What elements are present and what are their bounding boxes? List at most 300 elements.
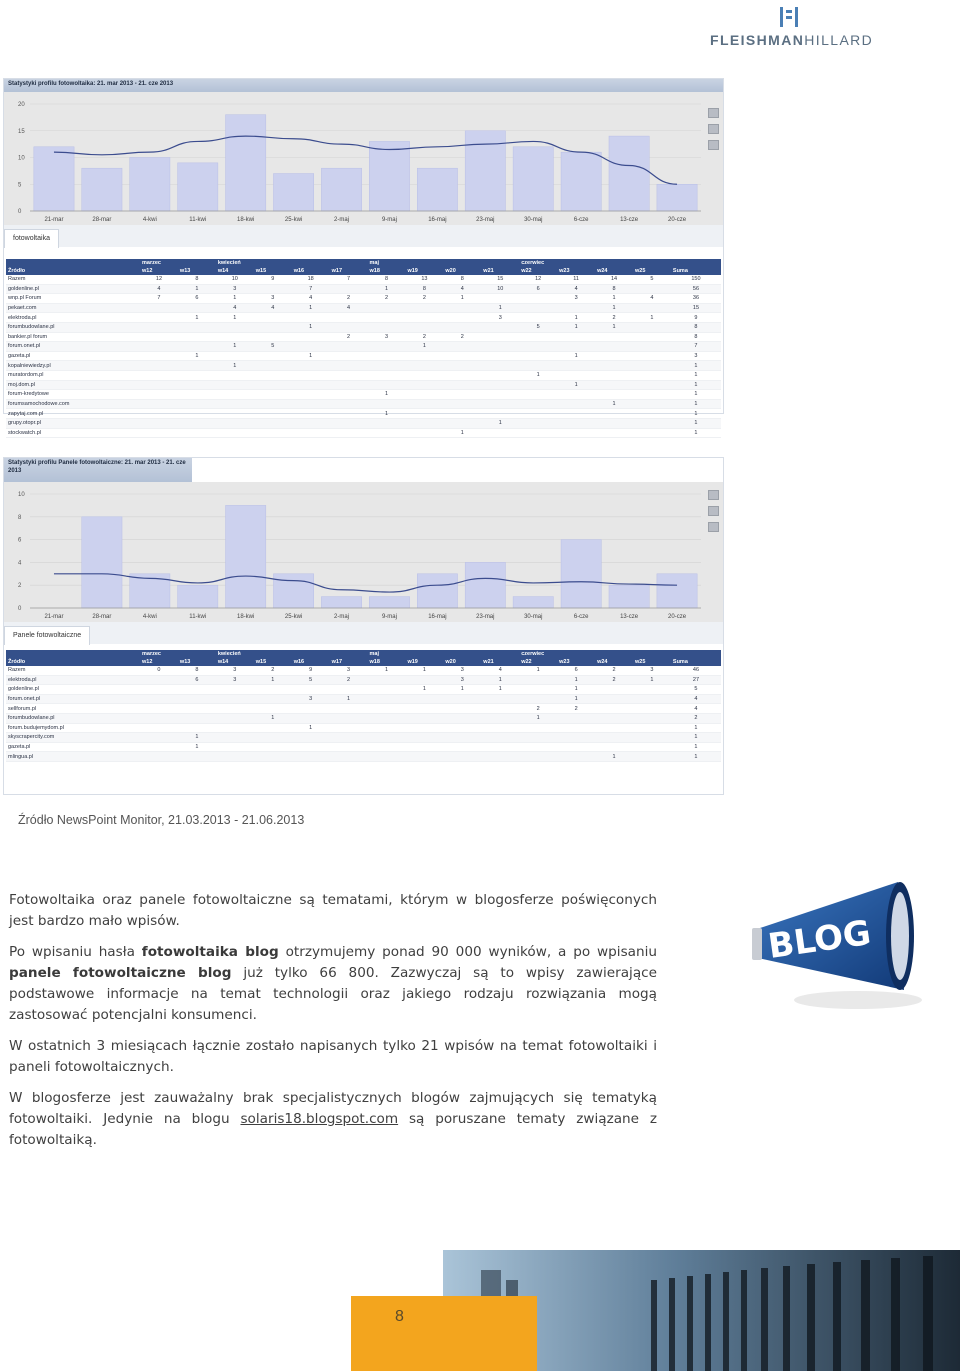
column-header[interactable]: Źródło: [6, 658, 140, 666]
column-header[interactable]: w15: [254, 267, 292, 275]
count-cell: [330, 723, 368, 733]
count-cell: [178, 418, 216, 428]
column-header[interactable]: w16: [292, 658, 330, 666]
weekly-chart: [4, 92, 709, 225]
count-cell: [292, 313, 330, 323]
count-cell: 4: [671, 704, 721, 714]
count-cell: 7: [140, 294, 178, 304]
chart-export-icon[interactable]: [708, 522, 719, 532]
count-cell: 0: [140, 666, 178, 675]
count-cell: [254, 704, 292, 714]
y-tick-label: 0: [18, 209, 22, 215]
count-cell: 1: [405, 342, 443, 352]
count-cell: [254, 742, 292, 752]
count-cell: [330, 418, 368, 428]
column-header[interactable]: w23: [557, 658, 595, 666]
bar-30-maj: [513, 597, 553, 608]
count-cell: 2: [595, 675, 633, 685]
count-cell: 2: [671, 713, 721, 723]
y-tick-label: 8: [18, 514, 22, 521]
count-cell: [595, 370, 633, 380]
count-cell: 3: [671, 351, 721, 361]
column-header[interactable]: w12: [140, 658, 178, 666]
count-cell: [481, 370, 519, 380]
y-tick-label: 20: [18, 102, 25, 108]
column-header[interactable]: w16: [292, 267, 330, 275]
column-header[interactable]: w22: [519, 267, 557, 275]
source-cell: forumbudowlane.pl: [6, 713, 140, 723]
count-cell: [368, 685, 406, 695]
chart-type-icon[interactable]: [708, 490, 719, 500]
source-cell: grupy.otopr.pl: [6, 418, 140, 428]
column-header[interactable]: w18: [368, 658, 406, 666]
count-cell: [633, 332, 671, 342]
count-cell: 1: [633, 313, 671, 323]
column-header[interactable]: w13: [178, 267, 216, 275]
x-tick-label: 4-kwi: [142, 614, 157, 620]
count-cell: [140, 332, 178, 342]
x-tick-label: 2-maj: [334, 614, 350, 620]
count-cell: [481, 713, 519, 723]
count-cell: 1: [633, 675, 671, 685]
column-header[interactable]: Suma: [671, 267, 721, 275]
month-row: [6, 650, 721, 658]
count-cell: 4: [292, 294, 330, 304]
count-cell: 2: [595, 666, 633, 675]
count-cell: [481, 752, 519, 762]
count-cell: [330, 704, 368, 714]
count-cell: [368, 428, 406, 438]
count-cell: [368, 322, 406, 332]
column-header[interactable]: w21: [481, 658, 519, 666]
y-tick-label: 2: [18, 583, 22, 590]
count-cell: 3: [216, 284, 254, 294]
column-header[interactable]: Źródło: [6, 267, 140, 275]
column-header[interactable]: w13: [178, 658, 216, 666]
count-cell: [216, 390, 254, 400]
blog-link[interactable]: solaris18.blogspot.com: [240, 1111, 399, 1127]
count-cell: [368, 361, 406, 371]
table-row: [6, 342, 721, 352]
table-row: [6, 428, 721, 438]
count-cell: 3: [633, 666, 671, 675]
count-cell: [405, 399, 443, 409]
chart-export-icon[interactable]: [708, 140, 719, 150]
column-header[interactable]: w14: [216, 267, 254, 275]
count-cell: [405, 322, 443, 332]
column-header[interactable]: w19: [405, 658, 443, 666]
count-cell: 1: [557, 351, 595, 361]
count-cell: [368, 723, 406, 733]
column-header[interactable]: Suma: [671, 658, 721, 666]
count-cell: [292, 370, 330, 380]
count-cell: [519, 390, 557, 400]
count-cell: 1: [254, 675, 292, 685]
count-cell: [405, 409, 443, 419]
count-cell: 1: [178, 313, 216, 323]
count-cell: [178, 380, 216, 390]
count-cell: 1: [481, 675, 519, 685]
table-row: [6, 694, 721, 704]
count-cell: [557, 409, 595, 419]
count-cell: [330, 409, 368, 419]
x-tick-label: 9-maj: [381, 217, 397, 223]
column-header[interactable]: w20: [443, 267, 481, 275]
count-cell: [216, 685, 254, 695]
count-cell: [557, 370, 595, 380]
count-cell: [481, 409, 519, 419]
table-row: [6, 313, 721, 323]
count-cell: [405, 313, 443, 323]
bar-9-maj: [369, 141, 409, 211]
count-cell: [330, 380, 368, 390]
count-cell: 1: [368, 390, 406, 400]
count-cell: 2: [254, 666, 292, 675]
count-cell: 5: [254, 342, 292, 352]
column-header[interactable]: w24: [595, 658, 633, 666]
count-cell: 3: [330, 666, 368, 675]
count-cell: [216, 733, 254, 743]
blog-megaphone-image: [748, 872, 928, 1012]
count-cell: [178, 685, 216, 695]
column-header[interactable]: w20: [443, 658, 481, 666]
source-cell: moj.dom.pl: [6, 380, 140, 390]
month-header: kwiecień: [216, 259, 368, 267]
count-cell: [254, 332, 292, 342]
count-cell: [481, 399, 519, 409]
count-cell: [405, 733, 443, 743]
chart-line-icon[interactable]: [708, 506, 719, 516]
count-cell: [292, 704, 330, 714]
count-cell: [178, 342, 216, 352]
tab-fotowoltaika[interactable]: fotowoltaika: [4, 229, 59, 248]
count-cell: [216, 713, 254, 723]
count-cell: [405, 380, 443, 390]
count-cell: [405, 675, 443, 685]
x-tick-label: 20-cze: [668, 614, 687, 620]
count-cell: [633, 694, 671, 704]
count-cell: [330, 342, 368, 352]
count-cell: [595, 351, 633, 361]
count-cell: [178, 370, 216, 380]
count-cell: [443, 742, 481, 752]
table-row: [6, 399, 721, 409]
stats-panel-fotowoltaika: [3, 78, 724, 436]
count-cell: [292, 399, 330, 409]
count-cell: [481, 322, 519, 332]
count-cell: [481, 742, 519, 752]
count-cell: [595, 409, 633, 419]
column-header-row: [6, 267, 721, 275]
count-cell: 1: [405, 685, 443, 695]
count-cell: 1: [671, 752, 721, 762]
count-cell: 2: [330, 332, 368, 342]
tab-panele-fotowoltaiczne[interactable]: Panele fotowoltaiczne: [4, 626, 90, 645]
tab-bar: [4, 622, 723, 644]
count-cell: [330, 713, 368, 723]
count-cell: 8: [443, 275, 481, 284]
count-cell: [595, 704, 633, 714]
count-cell: [216, 694, 254, 704]
count-cell: 1: [481, 685, 519, 695]
count-cell: 4: [216, 303, 254, 313]
count-cell: 1: [519, 370, 557, 380]
table-row: [6, 322, 721, 332]
count-cell: 1: [292, 303, 330, 313]
count-cell: [519, 675, 557, 685]
count-cell: [178, 303, 216, 313]
column-header[interactable]: w22: [519, 658, 557, 666]
count-cell: [633, 428, 671, 438]
y-tick-label: 15: [18, 128, 25, 135]
count-cell: [292, 390, 330, 400]
count-cell: [330, 428, 368, 438]
month-header: [6, 650, 140, 658]
bar-6-cze: [561, 540, 601, 608]
count-cell: 1: [671, 418, 721, 428]
count-cell: [254, 399, 292, 409]
chart-type-icon[interactable]: [708, 108, 719, 118]
count-cell: 1: [254, 713, 292, 723]
count-cell: [557, 332, 595, 342]
chart-line-icon[interactable]: [708, 124, 719, 134]
count-cell: 1: [671, 380, 721, 390]
count-cell: 1: [216, 361, 254, 371]
count-cell: 1: [178, 733, 216, 743]
count-cell: 1: [443, 294, 481, 304]
count-cell: [292, 752, 330, 762]
count-cell: [254, 351, 292, 361]
count-cell: [519, 428, 557, 438]
count-cell: 1: [178, 742, 216, 752]
count-cell: [330, 284, 368, 294]
count-cell: [254, 723, 292, 733]
count-cell: 1: [557, 322, 595, 332]
table-row: [6, 409, 721, 419]
count-cell: 1: [595, 399, 633, 409]
count-cell: 14: [595, 275, 633, 284]
count-cell: [481, 733, 519, 743]
count-cell: [519, 332, 557, 342]
count-cell: [443, 723, 481, 733]
count-cell: [140, 704, 178, 714]
source-cell: Razem: [6, 275, 140, 284]
logo-text: FLEISHMANHILLARD: [710, 32, 874, 48]
count-cell: [633, 380, 671, 390]
column-header[interactable]: w15: [254, 658, 292, 666]
count-cell: 12: [519, 275, 557, 284]
source-cell: elektroda.pl: [6, 313, 140, 323]
count-cell: 4: [443, 284, 481, 294]
count-cell: [292, 332, 330, 342]
count-cell: [254, 733, 292, 743]
bar-16-maj: [417, 168, 457, 211]
bar-25-kwi: [273, 574, 313, 608]
count-cell: 6: [519, 284, 557, 294]
count-cell: [405, 742, 443, 752]
chart-area: [4, 92, 723, 225]
count-cell: [140, 752, 178, 762]
count-cell: [519, 409, 557, 419]
count-cell: [254, 322, 292, 332]
count-cell: [481, 380, 519, 390]
count-cell: 1: [330, 694, 368, 704]
column-header[interactable]: w25: [633, 658, 671, 666]
column-header[interactable]: w25: [633, 267, 671, 275]
bar-11-kwi: [178, 163, 218, 211]
bar-11-kwi: [178, 585, 218, 608]
x-tick-label: 21-mar: [44, 614, 64, 620]
count-cell: [519, 313, 557, 323]
count-cell: [481, 390, 519, 400]
count-cell: [519, 342, 557, 352]
count-cell: [254, 418, 292, 428]
x-tick-label: 11-kwi: [189, 217, 207, 223]
count-cell: [633, 713, 671, 723]
source-cell: mlingua.pl: [6, 752, 140, 762]
source-cell: skyscrapercity.com: [6, 733, 140, 743]
count-cell: [178, 409, 216, 419]
count-cell: 1: [557, 380, 595, 390]
table-row: [6, 294, 721, 304]
bar-23-maj: [465, 562, 505, 608]
fleishmanhillard-logo: [710, 6, 874, 50]
count-cell: [481, 351, 519, 361]
count-cell: [292, 361, 330, 371]
count-cell: 1: [292, 322, 330, 332]
count-cell: [519, 303, 557, 313]
count-cell: [368, 418, 406, 428]
bar-25-kwi: [273, 174, 313, 211]
count-cell: [595, 694, 633, 704]
y-tick-label: 5: [18, 182, 22, 189]
count-cell: [216, 752, 254, 762]
count-cell: [140, 361, 178, 371]
x-tick-label: 30-maj: [524, 217, 543, 223]
column-header[interactable]: w24: [595, 267, 633, 275]
bar-2-maj: [321, 597, 361, 608]
count-cell: [216, 723, 254, 733]
count-cell: [633, 399, 671, 409]
count-cell: 4: [671, 694, 721, 704]
source-cell: forum-kredytowe: [6, 390, 140, 400]
count-cell: [216, 399, 254, 409]
count-cell: [443, 409, 481, 419]
x-tick-label: 25-kwi: [284, 614, 303, 620]
count-cell: [140, 322, 178, 332]
column-header[interactable]: w23: [557, 267, 595, 275]
count-cell: [557, 428, 595, 438]
month-header: czerwiec: [519, 259, 671, 267]
stats-panel-panele: [3, 457, 724, 795]
count-cell: [557, 713, 595, 723]
count-cell: 2: [519, 704, 557, 714]
stats-table: [6, 650, 721, 762]
column-header[interactable]: w18: [368, 267, 406, 275]
table-row: [6, 332, 721, 342]
table-row: [6, 418, 721, 428]
count-cell: [330, 733, 368, 743]
count-cell: [519, 752, 557, 762]
count-cell: 1: [671, 733, 721, 743]
count-cell: [178, 713, 216, 723]
body-text: [9, 890, 657, 1161]
count-cell: [330, 351, 368, 361]
count-cell: [178, 332, 216, 342]
count-cell: [330, 742, 368, 752]
count-cell: [368, 303, 406, 313]
count-cell: [595, 418, 633, 428]
count-cell: 15: [671, 303, 721, 313]
paragraph-1: Fotowoltaika oraz panele fotowoltaiczne są tematami, którym w blogosferze poświęconych jest bardzo mało wpisów.: [9, 892, 657, 929]
count-cell: [330, 361, 368, 371]
count-cell: [140, 428, 178, 438]
count-cell: [443, 418, 481, 428]
x-tick-label: 18-kwi: [237, 614, 255, 620]
count-cell: [595, 428, 633, 438]
count-cell: [292, 380, 330, 390]
chart-tools: [708, 108, 720, 156]
column-header[interactable]: w17: [330, 658, 368, 666]
table-row: [6, 303, 721, 313]
column-header[interactable]: w19: [405, 267, 443, 275]
count-cell: [405, 390, 443, 400]
x-tick-label: 30-maj: [524, 614, 543, 620]
count-cell: [443, 342, 481, 352]
count-cell: 10: [481, 284, 519, 294]
count-cell: [557, 733, 595, 743]
count-cell: [368, 694, 406, 704]
count-cell: [633, 390, 671, 400]
count-cell: [140, 694, 178, 704]
count-cell: [216, 332, 254, 342]
column-header[interactable]: w17: [330, 267, 368, 275]
count-cell: 1: [595, 322, 633, 332]
count-cell: [595, 685, 633, 695]
count-cell: [140, 370, 178, 380]
count-cell: [519, 742, 557, 752]
count-cell: [405, 370, 443, 380]
count-cell: [140, 713, 178, 723]
count-cell: 1: [481, 418, 519, 428]
column-header[interactable]: w12: [140, 267, 178, 275]
count-cell: [216, 409, 254, 419]
count-cell: [595, 733, 633, 743]
count-cell: 1: [178, 351, 216, 361]
count-cell: [405, 361, 443, 371]
count-cell: [292, 342, 330, 352]
count-cell: [178, 723, 216, 733]
source-cell: gazeta.pl: [6, 351, 140, 361]
count-cell: 8: [178, 666, 216, 675]
page-number: 8: [395, 1308, 404, 1325]
column-header[interactable]: w14: [216, 658, 254, 666]
count-cell: [481, 294, 519, 304]
count-cell: [557, 342, 595, 352]
count-cell: [216, 428, 254, 438]
count-cell: [519, 685, 557, 695]
count-cell: [140, 342, 178, 352]
bar-13-cze: [609, 136, 649, 211]
count-cell: [557, 361, 595, 371]
source-cell: pekaet.com: [6, 303, 140, 313]
count-cell: 10: [216, 275, 254, 284]
count-cell: [140, 675, 178, 685]
count-cell: 2: [330, 675, 368, 685]
column-header[interactable]: w21: [481, 267, 519, 275]
count-cell: [633, 303, 671, 313]
count-cell: [519, 351, 557, 361]
